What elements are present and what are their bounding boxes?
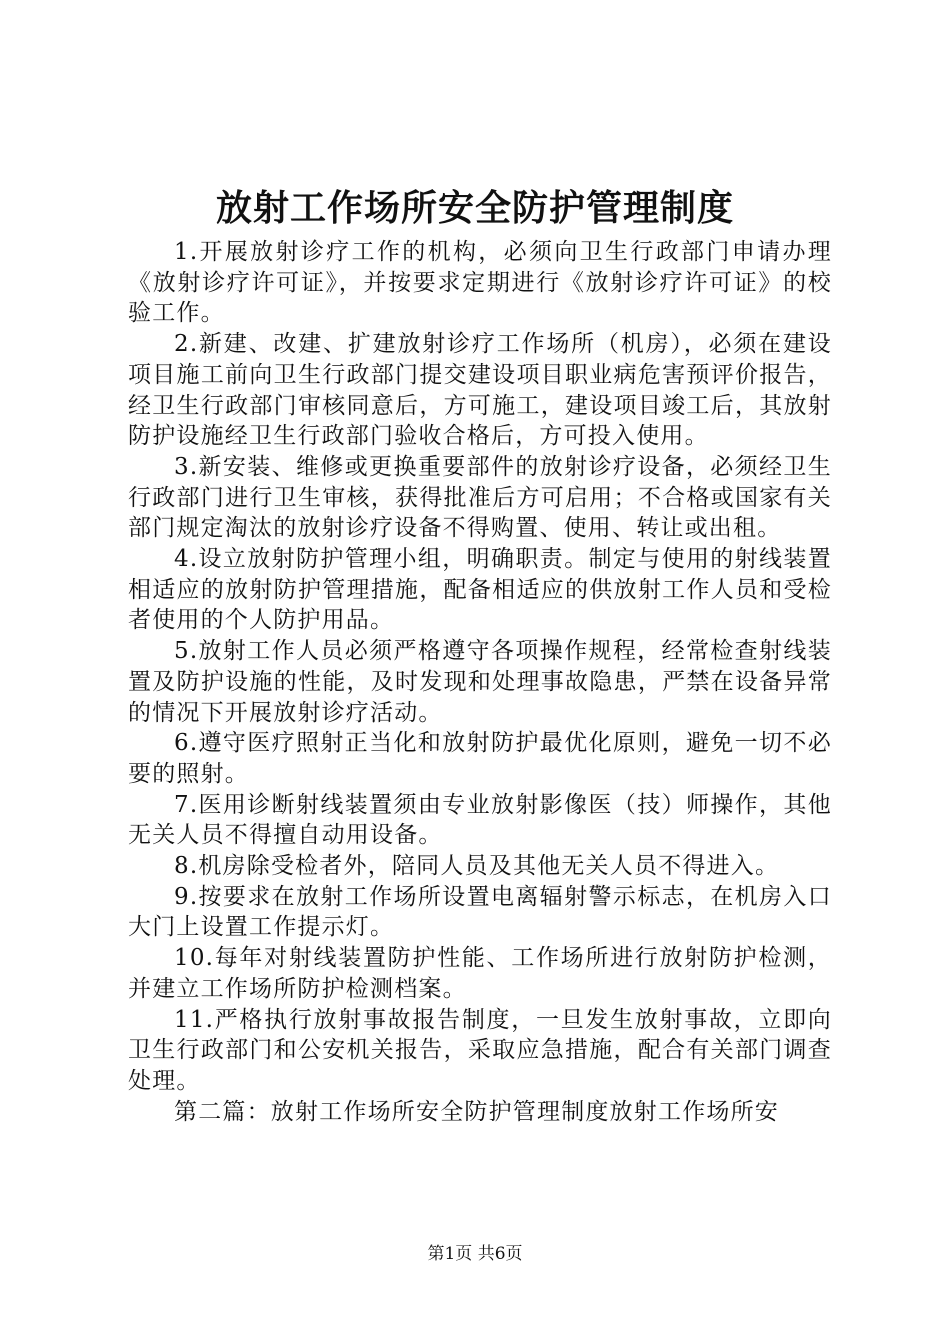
paragraph-second-section: 第二篇：放射工作场所安全防护管理制度放射工作场所安 bbox=[174, 1098, 779, 1125]
paragraph-4: 4.设立放射防护管理小组，明确职责。制定与使用的射线装置相适应的放射防护管理措施，配备相适应的供放射工作人员和受检者使用的个人防护用品。 bbox=[128, 546, 832, 634]
paragraph-10: 10.每年对射线装置防护性能、工作场所进行放射防护检测，并建立工作场所防护检测档案。 bbox=[128, 945, 832, 1002]
paragraph-3: 3.新安装、维修或更换重要部件的放射诊疗设备，必须经卫生行政部门进行卫生审核，获得批准后方可启用；不合格或国家有关部门规定淘汰的放射诊疗设备不得购置、使用、转让或出租。 bbox=[128, 453, 832, 542]
paragraph-2: 2.新建、改建、扩建放射诊疗工作场所（机房），必须在建设项目施工前向卫生行政部门提交建设项目职业病危害预评价报告，经卫生行政部门审核同意后，方可施工，建设项目竣工后，其放射防护设施经卫生行政部门验收合格后，方可投入使用。 bbox=[128, 331, 832, 450]
document-title: 放射工作场所安全防护管理制度 bbox=[215, 187, 734, 229]
page-number-footer: 第1页 共6页 bbox=[427, 1244, 523, 1264]
paragraph-11: 11.严格执行放射事故报告制度，一旦发生放射事故，立即向卫生行政部门和公安机关报告，采取应急措施，配合有关部门调查处理。 bbox=[128, 1006, 832, 1094]
paragraph-1: 1.开展放射诊疗工作的机构，必须向卫生行政部门申请办理《放射诊疗许可证》，并按要求定期进行《放射诊疗许可证》的校验工作。 bbox=[128, 239, 832, 327]
document-body bbox=[128, 237, 832, 1127]
paragraph-7: 7.医用诊断射线装置须由专业放射影像医（技）师操作，其他无关人员不得擅自动用设备。 bbox=[128, 791, 832, 849]
paragraph-8: 8.机房除受检者外，陪同人员及其他无关人员不得进入。 bbox=[174, 853, 780, 880]
paragraph-5: 5.放射工作人员必须严格遵守各项操作规程，经常检查射线装置及防护设施的性能，及时发现和处理事故隐患，严禁在设备异常的情况下开展放射诊疗活动。 bbox=[128, 638, 832, 726]
paragraph-9: 9.按要求在放射工作场所设置电离辐射警示标志，在机房入口大门上设置工作提示灯。 bbox=[128, 883, 832, 941]
paragraph-6: 6.遵守医疗照射正当化和放射防护最优化原则，避免一切不必要的照射。 bbox=[128, 730, 832, 787]
